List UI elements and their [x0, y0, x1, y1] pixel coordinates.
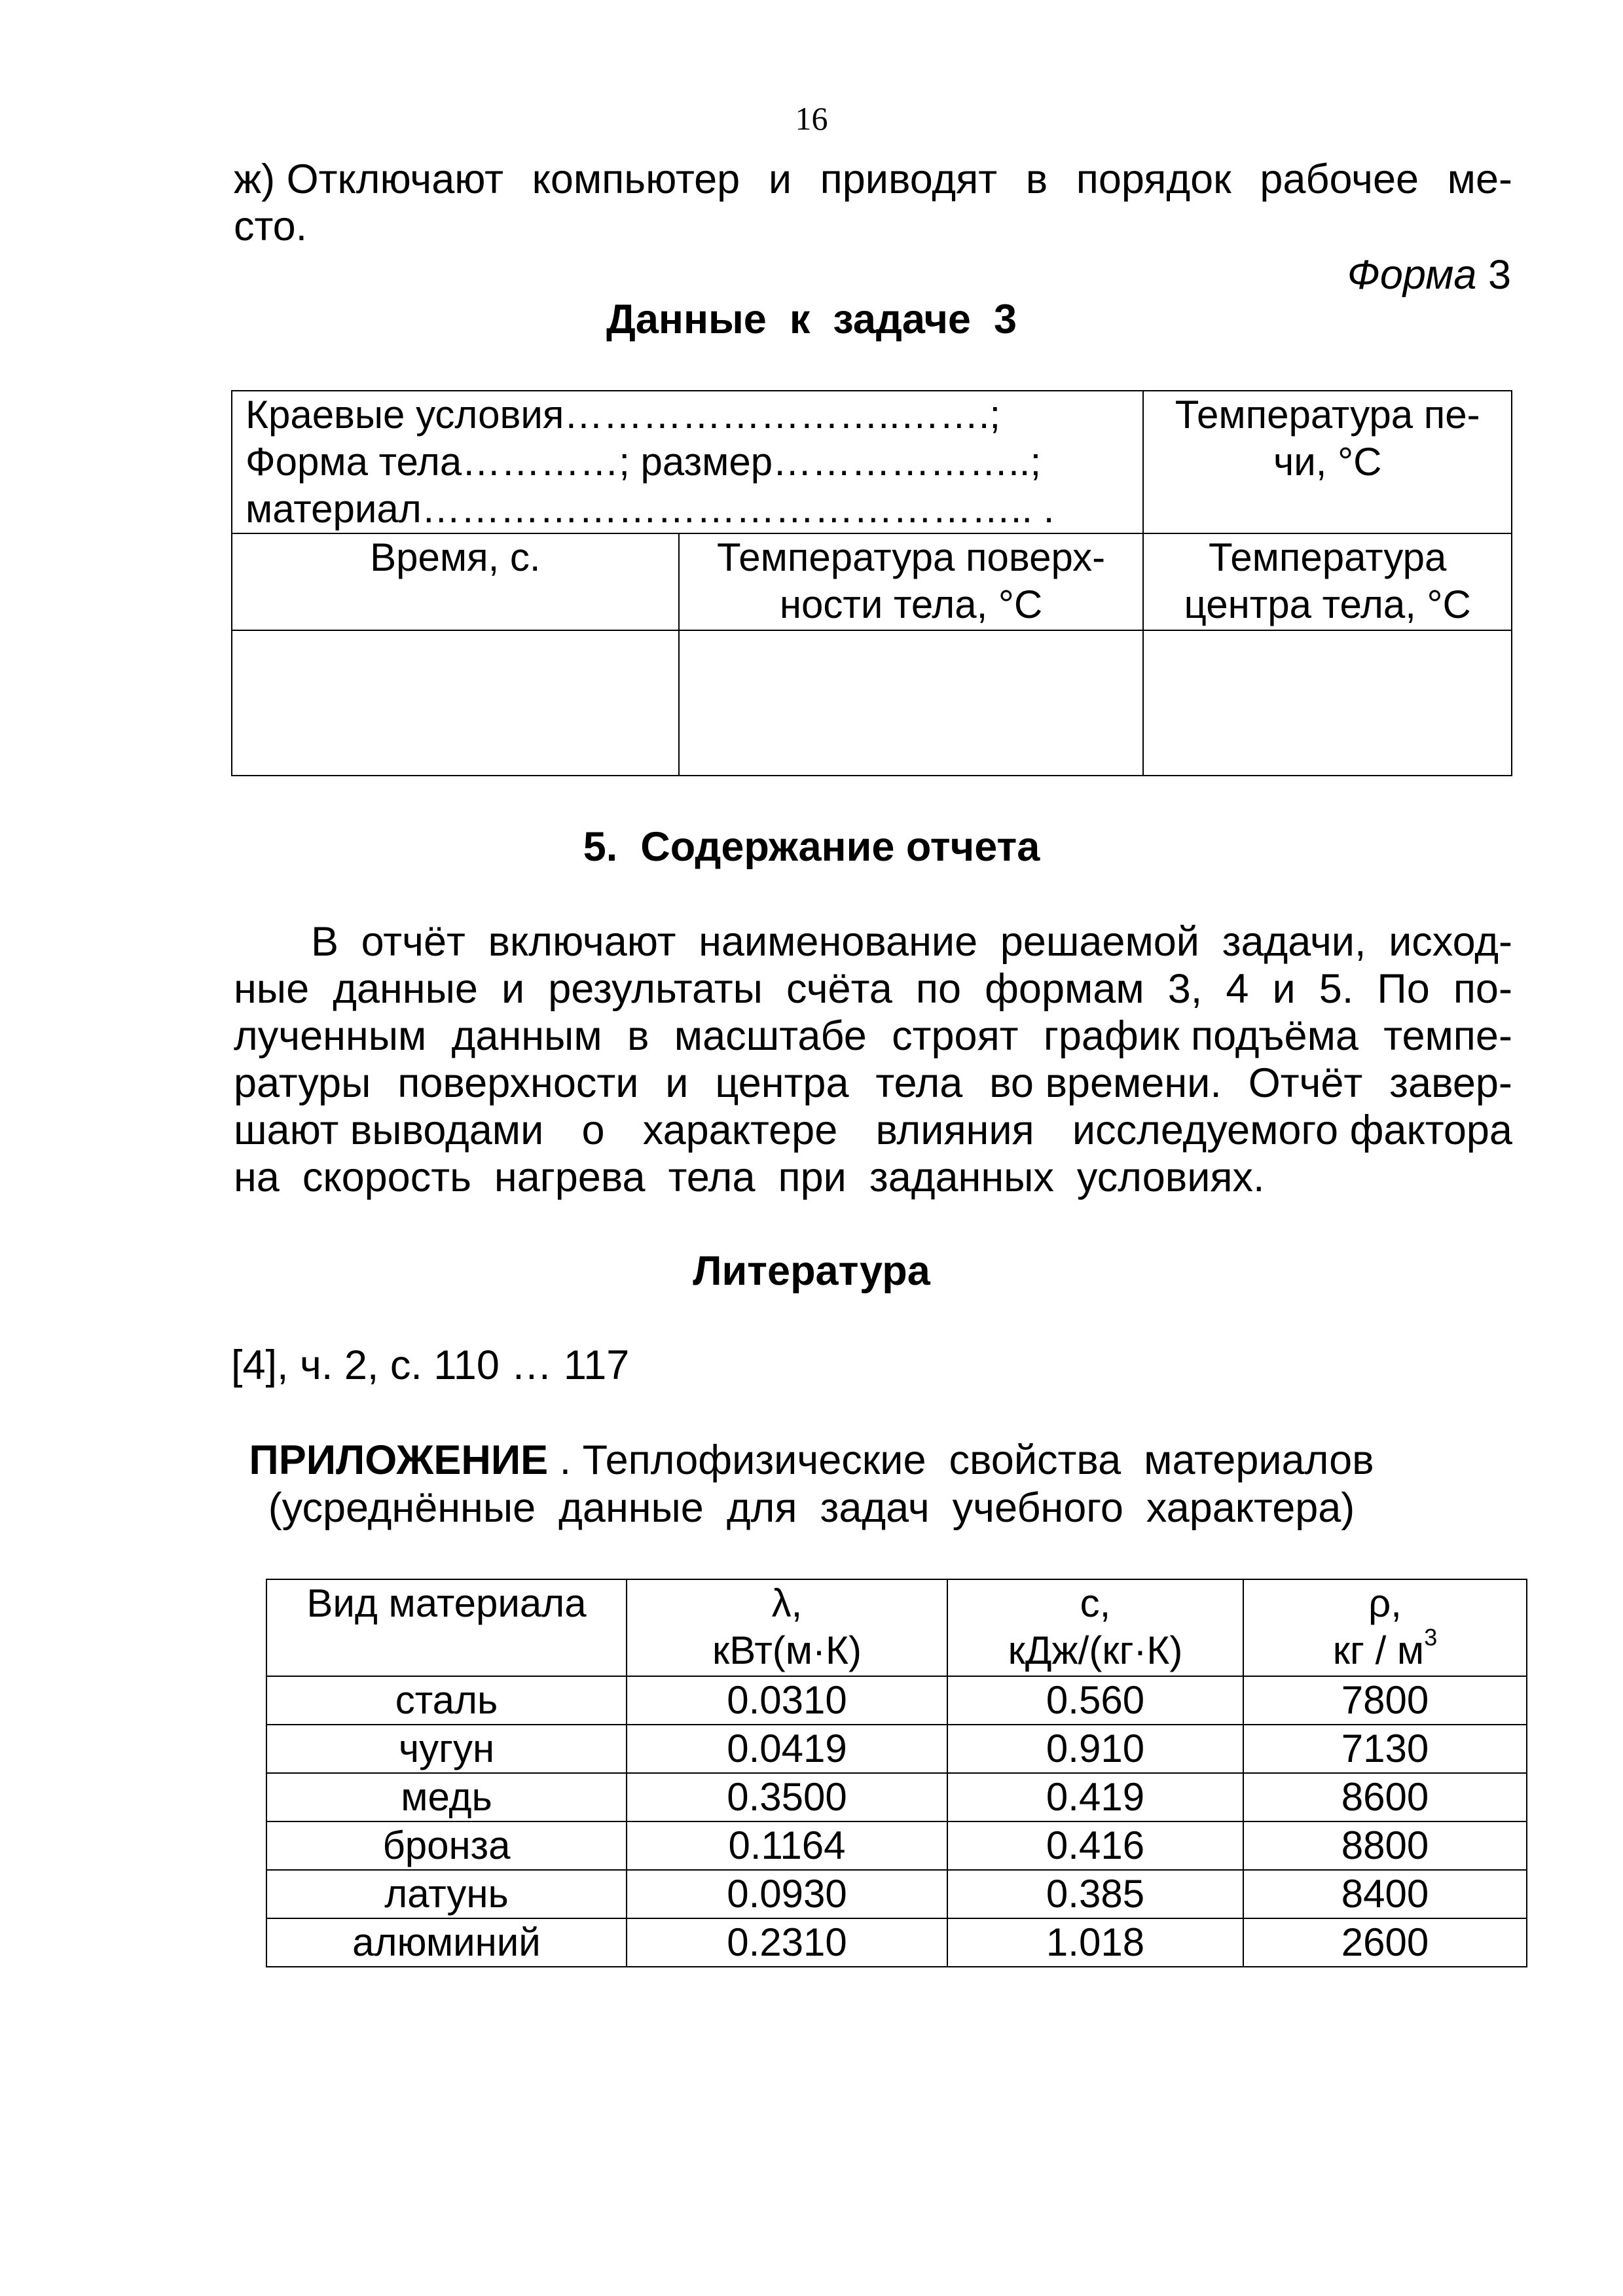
word: строят: [892, 1013, 1019, 1059]
density-value: 7130: [1243, 1725, 1527, 1773]
word: по: [915, 966, 962, 1012]
word: влияния: [875, 1107, 1034, 1153]
empty-input-cell[interactable]: [1143, 630, 1512, 776]
heat-capacity-value: 0.416: [947, 1821, 1243, 1870]
empty-input-cell[interactable]: [679, 630, 1144, 776]
heat-capacity-value: 1.018: [947, 1918, 1243, 1967]
density-value: 8600: [1243, 1773, 1527, 1821]
step-line-2: сто.: [234, 204, 308, 249]
header-text: Вид материала: [306, 1581, 587, 1625]
word: В: [311, 919, 339, 965]
appendix-title-text: . Теплофизические свойства материалов: [548, 1437, 1374, 1483]
header-line: Температура поверх-: [716, 535, 1106, 579]
material-name: чугун: [266, 1725, 627, 1773]
word: решаемой: [1000, 919, 1199, 965]
furnace-temp-header: [1143, 391, 1512, 533]
word: исход-: [1389, 919, 1512, 965]
header-unit: кВт(м·К): [712, 1628, 862, 1672]
word: ные: [234, 966, 310, 1012]
lambda-value: 0.0930: [627, 1870, 947, 1918]
word: включают: [488, 919, 676, 965]
step-word: рабочее: [1260, 156, 1419, 202]
word: результаты: [548, 966, 763, 1012]
heat-capacity-value: 0.419: [947, 1773, 1243, 1821]
word: масштабе: [674, 1013, 867, 1059]
header-symbol: λ,: [771, 1581, 803, 1625]
paragraph-line: [234, 918, 1512, 965]
table-row: [266, 1725, 1527, 1773]
materials-table: [266, 1579, 1527, 1967]
step-word: приводят: [820, 156, 998, 202]
material-name: алюминий: [266, 1918, 627, 1967]
lambda-header: [627, 1579, 947, 1676]
header-line: ности тела, °С: [779, 583, 1043, 626]
step-word: ме-: [1447, 156, 1512, 202]
form-label: [1347, 251, 1511, 298]
word: исследуемого фактора: [1072, 1107, 1512, 1153]
time-header: [232, 533, 679, 630]
material-name: медь: [266, 1773, 627, 1821]
conditions-line: Краевые условия……………………..…….;: [246, 393, 1001, 437]
table-row: [266, 1918, 1527, 1967]
table-row: [266, 1773, 1527, 1821]
table-title: Данные к задаче 3: [606, 296, 1017, 342]
header-line: центра тела, °С: [1184, 583, 1471, 626]
table-row: [266, 1870, 1527, 1918]
section-5-heading: 5. Содержание отчета: [583, 824, 1040, 870]
material-name: латунь: [266, 1870, 627, 1918]
density-unit-exponent: 3: [1424, 1624, 1438, 1651]
word: ратуры: [234, 1060, 371, 1106]
paragraph-last-line: на скорость нагрева тела при заданных условиях.: [234, 1155, 1265, 1200]
word: отчёт: [361, 919, 465, 965]
lambda-value: 0.3500: [627, 1773, 947, 1821]
step-word: порядок: [1076, 156, 1231, 202]
word: тела: [875, 1060, 963, 1106]
word: и: [1272, 966, 1296, 1012]
appendix-title: [0, 1437, 1623, 1484]
header-line: чи, °С: [1273, 440, 1382, 484]
section-5-paragraph: [234, 918, 1512, 1201]
word: характере: [642, 1107, 838, 1153]
step-line-1: [234, 156, 1512, 203]
form-label-word: Форма: [1347, 252, 1477, 298]
density-value: 8800: [1243, 1821, 1527, 1870]
table-row: [266, 1676, 1527, 1725]
word: данным: [451, 1013, 602, 1059]
density-header: [1243, 1579, 1527, 1676]
header-symbol: с,: [1080, 1581, 1111, 1625]
literature-heading: Литература: [693, 1248, 930, 1294]
word: и: [665, 1060, 689, 1106]
word: во времени.: [989, 1060, 1222, 1106]
lambda-value: 0.0310: [627, 1676, 947, 1725]
word: 3,: [1167, 966, 1203, 1012]
paragraph-line: [234, 1107, 1512, 1154]
header-unit: [1244, 1624, 1526, 1674]
header-line: Время, с.: [370, 535, 541, 579]
appendix-label: ПРИЛОЖЕНИЕ: [249, 1437, 549, 1483]
step-item: [234, 156, 1512, 250]
word: о: [581, 1107, 605, 1153]
word: наименование: [699, 919, 978, 965]
word: центра: [715, 1060, 849, 1106]
lambda-value: 0.2310: [627, 1918, 947, 1967]
step-word: компьютер: [532, 156, 740, 202]
header-line: Температура пе-: [1175, 393, 1480, 437]
task-data-table: [231, 390, 1512, 776]
center-temp-header: [1143, 533, 1512, 630]
word: и: [501, 966, 525, 1012]
step-word: в: [1025, 156, 1048, 202]
density-value: 2600: [1243, 1918, 1527, 1967]
conditions-line: материал……………………………………….. .: [246, 487, 1055, 531]
lambda-value: 0.1164: [627, 1821, 947, 1870]
material-name: бронза: [266, 1821, 627, 1870]
heat-capacity-value: 0.560: [947, 1676, 1243, 1725]
surface-temp-header: [679, 533, 1144, 630]
lambda-value: 0.0419: [627, 1725, 947, 1773]
header-unit: кДж/(кг·К): [1008, 1628, 1183, 1672]
word: данные: [333, 966, 478, 1012]
word: шают выводами: [234, 1107, 544, 1153]
heat-capacity-header: [947, 1579, 1243, 1676]
header-symbol: ρ,: [1368, 1581, 1402, 1625]
density-value: 7800: [1243, 1676, 1527, 1725]
word: счёта: [786, 966, 892, 1012]
word: поверхности: [397, 1060, 639, 1106]
paragraph-line: [234, 1060, 1512, 1107]
step-word: ж) Отключают: [234, 156, 503, 202]
word: в: [627, 1013, 649, 1059]
conditions-line: Форма тела…………; размер………………..;: [246, 440, 1042, 484]
form-label-number: 3: [1487, 252, 1511, 298]
paragraph-line: [234, 965, 1512, 1013]
heat-capacity-value: 0.910: [947, 1725, 1243, 1773]
literature-reference: [4], ч. 2, с. 110 … 117: [231, 1342, 630, 1388]
word: задачи,: [1222, 919, 1366, 965]
material-name: сталь: [266, 1676, 627, 1725]
density-value: 8400: [1243, 1870, 1527, 1918]
header-line: Температура: [1209, 535, 1447, 579]
appendix-subtitle: (усреднённые данные для задач учебного характера): [268, 1485, 1355, 1531]
word: завер-: [1389, 1060, 1512, 1106]
table-row: [266, 1821, 1527, 1870]
word: по-: [1453, 966, 1512, 1012]
empty-input-cell[interactable]: [232, 630, 679, 776]
word: график подъёма: [1043, 1013, 1359, 1059]
material-header: [266, 1579, 627, 1676]
word: 5.: [1319, 966, 1354, 1012]
density-unit: кг / м: [1332, 1628, 1425, 1672]
boundary-conditions-cell: [232, 391, 1143, 533]
word: По: [1377, 966, 1430, 1012]
step-word: и: [768, 156, 792, 202]
word: темпе-: [1383, 1013, 1512, 1059]
word: лученным: [234, 1013, 427, 1059]
paragraph-line: [234, 1013, 1512, 1060]
heat-capacity-value: 0.385: [947, 1870, 1243, 1918]
word: формам: [985, 966, 1144, 1012]
word: Отчёт: [1248, 1060, 1363, 1106]
word: 4: [1226, 966, 1249, 1012]
page-number: 16: [795, 100, 828, 137]
